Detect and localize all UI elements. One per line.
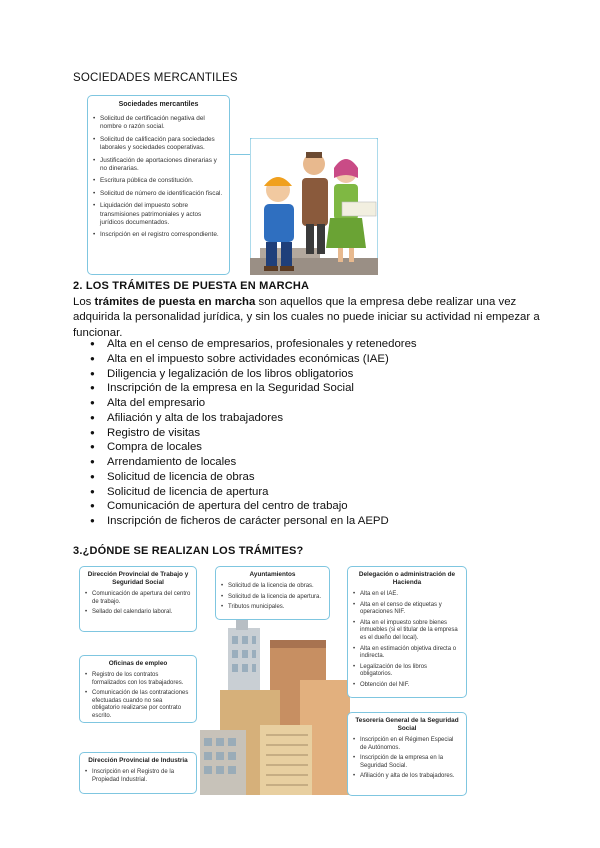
list-item: • Justificación de aportaciones dinerarias y no dinerarias.	[100, 157, 224, 174]
societies-card-title: Sociedades mercantiles	[118, 101, 199, 108]
list-item: ● Arrendamiento de locales	[90, 455, 417, 470]
list-item: • Inscripción en el Registro de la Propiedad Industrial.	[92, 769, 191, 784]
list-item: • Comunicación de las contrataciones efectuadas cuando no sea obligatorio realizarse por contrato escrito.	[92, 690, 191, 720]
page-heading: SOCIEDADES MERCANTILES	[73, 72, 238, 84]
box-trabajo-list	[80, 591, 196, 617]
box-hacienda	[347, 566, 467, 698]
buildings-illustration	[200, 620, 350, 795]
societies-list	[88, 115, 229, 240]
box-industria-list	[80, 769, 196, 784]
box-empleo-list	[80, 672, 196, 721]
list-item: ● Inscripción de la empresa en la Seguridad Social	[90, 381, 417, 396]
people-illustration	[250, 138, 378, 275]
box-tesoreria-list	[348, 737, 466, 781]
list-item: ● Afiliación y alta de los trabajadores	[90, 411, 417, 426]
list-item: ● Solicitud de licencia de apertura	[90, 485, 417, 500]
list-item: • Inscripción de la empresa en la Seguridad Social.	[360, 755, 461, 770]
list-item: ● Registro de visitas	[90, 426, 417, 441]
connector-line	[230, 154, 252, 155]
list-item: • Solicitud de calificación para sociedades laborales y sociedades cooperativas.	[100, 136, 224, 153]
list-item: ● Alta en el censo de empresarios, profesionales y retenedores	[90, 337, 417, 352]
section-2-intro	[73, 295, 543, 341]
list-item: ● Compra de locales	[90, 440, 417, 455]
list-item: • Tributos municipales.	[228, 604, 324, 612]
intro-text: Los	[73, 296, 95, 308]
box-industria-title: Dirección Provincial de Industria	[88, 757, 188, 764]
list-item: ● Solicitud de licencia de obras	[90, 470, 417, 485]
list-item: ● Comunicación de apertura del centro de trabajo	[90, 499, 417, 514]
list-item: • Alta en el censo de etiquetas y operaciones NIF.	[360, 602, 461, 617]
list-item: • Comunicación de apertura del centro de trabajo.	[92, 591, 191, 606]
section-2-title: 2. LOS TRÁMITES DE PUESTA EN MARCHA	[73, 280, 310, 292]
box-industria	[79, 752, 197, 794]
list-item: ● Inscripción de ficheros de carácter personal en la AEPD	[90, 514, 417, 529]
box-tesoreria	[347, 712, 467, 796]
societies-card	[87, 95, 230, 275]
list-item: • Escritura pública de constitución.	[100, 177, 224, 185]
list-item: • Registro de los contratos formalizados con los trabajadores.	[92, 672, 191, 687]
intro-bold: trámites de puesta en marcha	[94, 296, 256, 308]
list-item: • Inscripción en el registro correspondiente.	[100, 231, 224, 239]
box-trabajo	[79, 566, 197, 632]
intro-text: son aquellos que la empresa debe realizar una vez adquirida la personalidad jurídica, y sin los cuales no puede iniciar su actividad ni empezar a funcionar.	[73, 296, 540, 339]
list-item: • Alta en estimación objetiva directa o indirecta.	[360, 646, 461, 661]
list-item: ● Diligencia y legalización de los libros obligatorios	[90, 367, 417, 382]
list-item: • Liquidación del impuesto sobre transmisiones patrimoniales y actos jurídicos documentados.	[100, 202, 224, 227]
list-item: • Inscripción en el Régimen Especial de Autónomos.	[360, 737, 461, 752]
list-item: • Sellado del calendario laboral.	[92, 609, 191, 617]
box-ayuntamientos-title: Ayuntamientos	[249, 571, 296, 578]
list-item: • Alta en el impuesto sobre bienes inmuebles (si el titular de la empresa es el dueño del local).	[360, 620, 461, 643]
list-item: ● Alta en el impuesto sobre actividades económicas (IAE)	[90, 352, 417, 367]
box-trabajo-title: Dirección Provincial de Trabajo y Seguridad Social	[87, 571, 189, 586]
box-empleo-title: Oficinas de empleo	[108, 660, 168, 667]
box-hacienda-title: Delegación o administración de Hacienda	[358, 571, 456, 586]
list-item: • Legalización de los libros obligatorios.	[360, 664, 461, 679]
box-ayuntamientos-list	[216, 583, 329, 612]
list-item: • Afiliación y alta de los trabajadores.	[360, 773, 461, 781]
procedures-list	[90, 337, 417, 529]
list-item: • Solicitud de la licencia de apertura.	[228, 594, 324, 602]
section-3-title: 3.¿DÓNDE SE REALIZAN LOS TRÁMITES?	[73, 545, 304, 557]
box-tesoreria-title: Tesorería General de la Seguridad Social	[355, 717, 459, 732]
list-item: ● Alta del empresario	[90, 396, 417, 411]
box-hacienda-list	[348, 591, 466, 690]
box-empleo	[79, 655, 197, 723]
box-ayuntamientos	[215, 566, 330, 620]
list-item: • Solicitud de número de identificación fiscal.	[100, 190, 224, 198]
list-item: • Solicitud de la licencia de obras.	[228, 583, 324, 591]
list-item: • Solicitud de certificación negativa del nombre o razón social.	[100, 115, 224, 132]
list-item: • Alta en el IAE.	[360, 591, 461, 599]
list-item: • Obtención del NIF.	[360, 682, 461, 690]
